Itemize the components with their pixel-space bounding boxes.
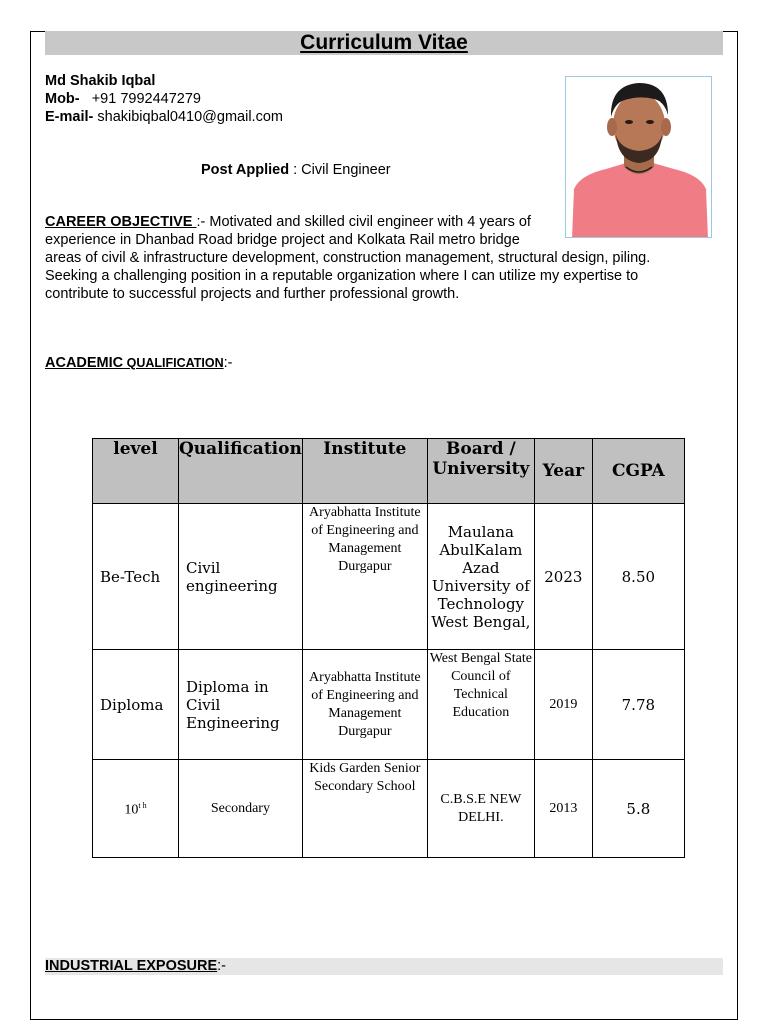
career-objective-separator: :- xyxy=(196,214,206,230)
academic-heading xyxy=(45,355,232,371)
email-label: E-mail- xyxy=(45,109,94,125)
post-label: Post Applied xyxy=(201,162,290,178)
academic-heading-main: ACADEMIC xyxy=(45,355,124,371)
header-institute: Institute xyxy=(302,439,427,504)
header-cgpa: CGPA xyxy=(592,439,684,504)
mobile-value: +91 7992447279 xyxy=(91,91,201,107)
row-qualification: Secondary xyxy=(179,760,303,858)
table-row xyxy=(93,650,685,760)
post-value: Civil Engineer xyxy=(301,162,391,178)
row-qualification: Civil engineering xyxy=(179,504,303,650)
objective-line-3: areas of civil & infrastructure development, construction management, structural design, piling. xyxy=(45,250,651,266)
mobile-label: Mob- xyxy=(45,91,80,107)
candidate-name: Md Shakib Iqbal xyxy=(45,73,156,89)
row-level: Diploma xyxy=(93,650,179,760)
industrial-heading-text: INDUSTRIAL EXPOSURE xyxy=(45,958,218,974)
industrial-heading-suffix: :- xyxy=(217,958,227,974)
objective-line-4: Seeking a challenging position in a reputable organization where I can utilize my expertise to xyxy=(45,268,639,284)
row-level-value: 10 xyxy=(124,802,139,818)
row-year: 2013 xyxy=(534,760,592,858)
header-year: Year xyxy=(534,439,592,504)
row-year: 2023 xyxy=(534,504,592,650)
header-qualification: Qualification xyxy=(179,439,303,504)
header-board: Board / University xyxy=(427,439,534,504)
row-year: 2019 xyxy=(534,650,592,760)
career-objective xyxy=(45,213,725,303)
post-separator: : xyxy=(289,162,302,178)
objective-line-5: contribute to successful projects and further professional growth. xyxy=(45,286,460,302)
email-value: shakibiqbal0410@gmail.com xyxy=(97,109,283,125)
industrial-exposure-heading xyxy=(45,958,723,975)
academic-heading-sub: QUALIFICATION xyxy=(123,356,224,370)
contact-block xyxy=(45,72,283,126)
career-objective-heading: CAREER OBJECTIVE xyxy=(45,214,197,230)
row-qualification: Diploma in Civil Engineering xyxy=(179,650,303,760)
page-title: Curriculum Vitae xyxy=(45,31,723,55)
table-header-row xyxy=(93,439,685,504)
table-row xyxy=(93,504,685,650)
post-applied xyxy=(201,162,391,178)
header-level: level xyxy=(93,439,179,504)
row-board: Maulana AbulKalam Azad University of Technology West Bengal, xyxy=(427,504,534,650)
row-level-sup: t h xyxy=(138,801,147,811)
row-cgpa: 5.8 xyxy=(592,760,684,858)
row-institute: Aryabhatta Institute of Engineering and Management Durgapur xyxy=(302,650,427,760)
row-level xyxy=(93,760,179,858)
row-institute: Aryabhatta Institute of Engineering and Management Durgapur xyxy=(302,504,427,650)
objective-line-2: experience in Dhanbad Road bridge project and Kolkata Rail metro bridge xyxy=(45,232,520,248)
academic-heading-suffix: :- xyxy=(223,355,233,371)
row-level: Be-Tech xyxy=(93,504,179,650)
row-institute: Kids Garden Senior Secondary School xyxy=(302,760,427,858)
academic-table xyxy=(92,438,685,858)
row-cgpa: 7.78 xyxy=(592,650,684,760)
table-row xyxy=(93,760,685,858)
objective-line-1: Motivated and skilled civil engineer with 4 years of xyxy=(205,214,531,230)
row-cgpa: 8.50 xyxy=(592,504,684,650)
row-board: West Bengal State Council of Technical Education xyxy=(427,650,534,760)
row-board: C.B.S.E NEW DELHI. xyxy=(427,760,534,858)
